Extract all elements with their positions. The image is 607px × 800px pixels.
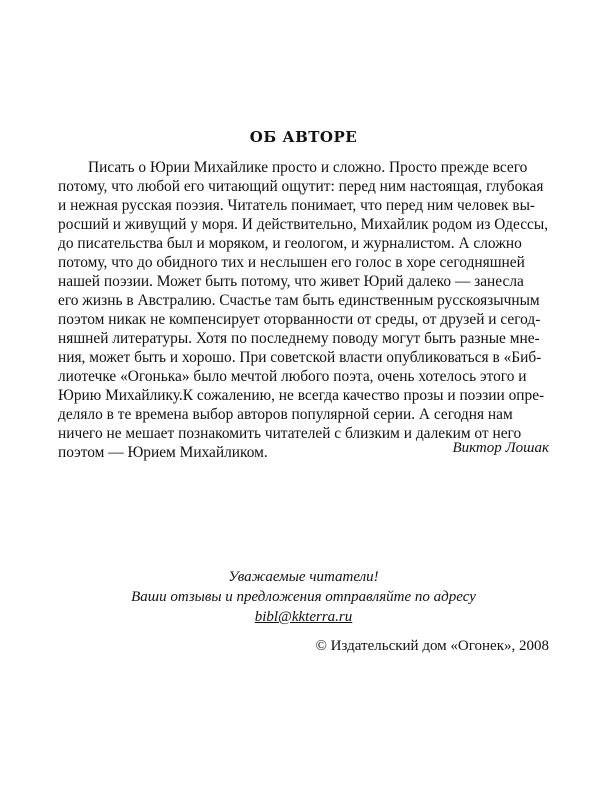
paragraph-line: росший и живущий у моря. И действительно, Михайлик родом из Одессы, bbox=[58, 216, 549, 233]
reader-notice bbox=[0, 567, 607, 627]
paragraph-line: лиотечке «Огонька» было мечтой любого поэта, очень хотелось этого и bbox=[58, 368, 527, 385]
paragraph-line: ничего не мешает познакомить читателей с близким и далеким от него bbox=[58, 425, 522, 442]
author-signature: Виктор Лошак bbox=[452, 440, 549, 456]
paragraph-line: потому, что любой его читающий ощутит: перед ним настоящая, глубокая bbox=[58, 178, 544, 195]
paragraph-line: Юрию Михайлику.К сожалению, не всегда качество прозы и поэзии опре- bbox=[58, 387, 545, 404]
paragraph-line: нашей поэзии. Может быть потому, что живет Юрий далеко — занесла bbox=[58, 273, 524, 290]
copyright-notice: © Издательский дом «Огонек», 2008 bbox=[315, 638, 549, 654]
paragraph-line: няшней литературы. Хотя по последнему поводу могут быть разные мне- bbox=[58, 330, 540, 347]
paragraph-line: поэтом никак не компенсирует оторванности от среды, от друзей и сегод- bbox=[58, 311, 541, 328]
paragraph-line: и нежная русская поэзия. Читатель понимает, что перед ним человек вы- bbox=[58, 197, 536, 214]
paragraph-line: поэтом — Юрием Михайликом. bbox=[58, 444, 268, 461]
paragraph-line: деляло в те времена выбор авторов популярной серии. А сегодня нам bbox=[58, 406, 513, 423]
paragraph-line: потому, что до обидного тих и неслышен его голос в хоре сегодняшней bbox=[58, 254, 525, 271]
about-author-paragraph bbox=[58, 158, 552, 462]
paragraph-line: Писать о Юрии Михайлике просто и сложно. Просто прежде всего bbox=[88, 159, 528, 176]
notice-greeting: Уважаемые читатели! bbox=[228, 569, 379, 585]
paragraph-line: до писательства был и моряком, и геологом, и журналистом. А сложно bbox=[58, 235, 522, 252]
paragraph-line: ния, может быть и хорошо. При советской власти опубликоваться в «Биб- bbox=[58, 349, 542, 366]
page-title: ОБ АВТОРЕ bbox=[249, 128, 358, 146]
paragraph-line: его жизнь в Австралию. Счастье там быть единственным русскоязычным bbox=[58, 292, 540, 309]
notice-instruction: Ваши отзывы и предложения отправляйте по адресу bbox=[131, 589, 476, 605]
email-link[interactable]: bibl@kkterra.ru bbox=[254, 609, 353, 625]
